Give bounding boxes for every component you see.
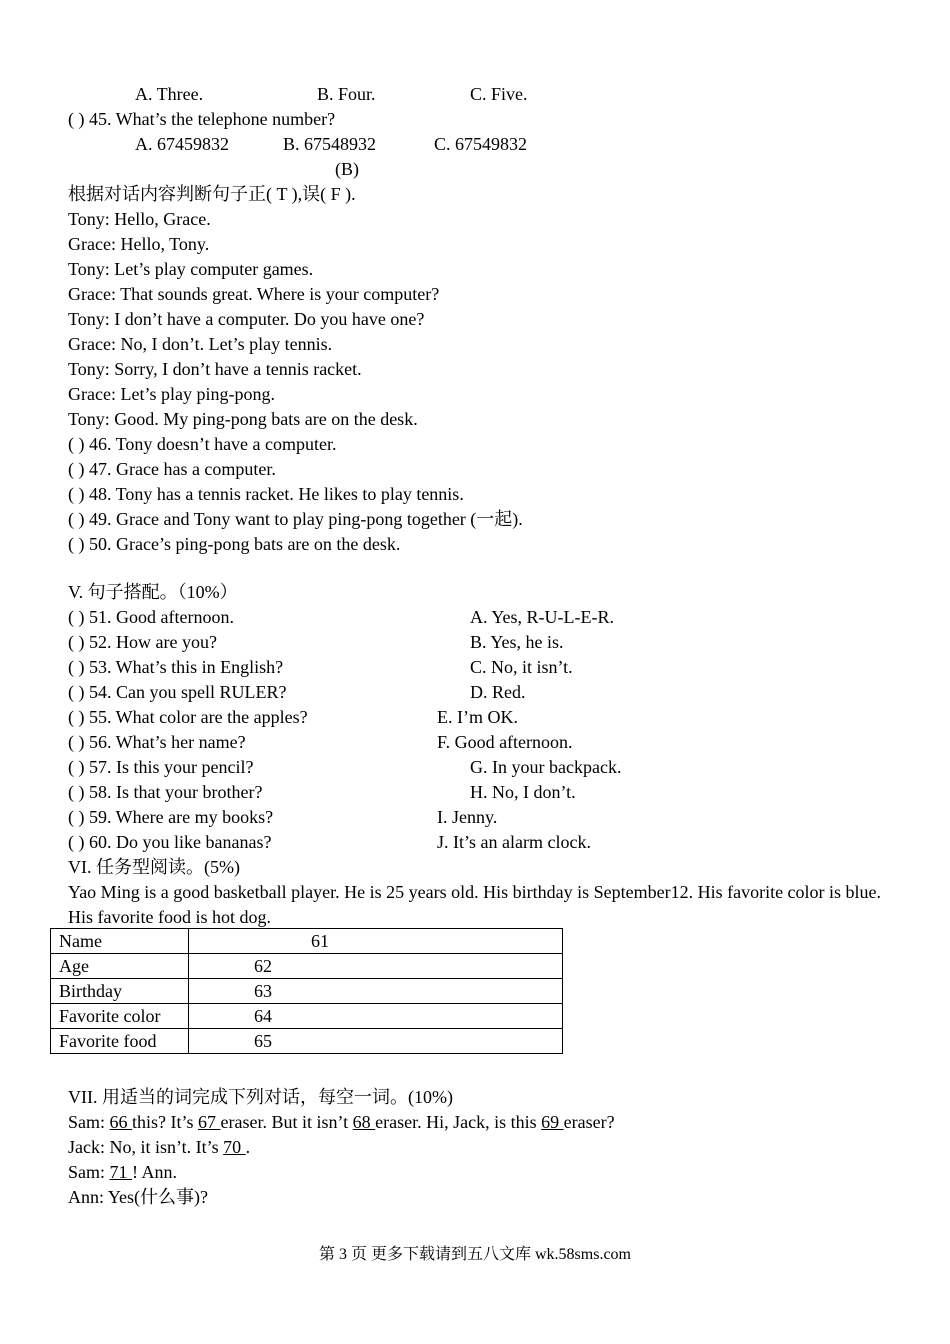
cloze-line-2 — [68, 1135, 250, 1160]
match-answer: H. No, I don’t. — [470, 782, 576, 802]
match-question: ( ) 53. What’s this in English? — [68, 657, 284, 677]
cloze-blank: 67 — [198, 1112, 221, 1132]
tf-statement: ( ) 47. Grace has a computer. — [68, 459, 276, 479]
section-vi-title: VI. 任务型阅读。(5%) — [68, 857, 240, 877]
table-blank: 63 — [189, 979, 563, 1004]
table-blank: 61 — [189, 929, 563, 954]
match-answer: D. Red. — [470, 682, 526, 702]
match-question: ( ) 55. What color are the apples? — [68, 707, 308, 727]
match-question: ( ) 59. Where are my books? — [68, 807, 274, 827]
match-answer: A. Yes, R-U-L-E-R. — [470, 607, 614, 627]
cloze-text: eraser. But it isn’t — [220, 1112, 353, 1132]
match-answer: F. Good afternoon. — [437, 732, 573, 752]
table-label: Birthday — [51, 979, 189, 1004]
info-table — [50, 928, 563, 1054]
dialogue-line: Grace: Hello, Tony. — [68, 234, 210, 254]
q44-option-b: B. Four. — [317, 84, 376, 104]
q45-option-a: A. 67459832 — [135, 134, 229, 154]
reading-passage: Yao Ming is a good basketball player. He is 25 years old. His birthday is September12. His favorite color is blue. His favorite food is hot dog. — [68, 882, 882, 927]
table-label: Favorite food — [51, 1029, 189, 1054]
match-answer: B. Yes, he is. — [470, 632, 564, 652]
match-question: ( ) 54. Can you spell RULER? — [68, 682, 287, 702]
cloze-blank: 71 — [109, 1162, 133, 1182]
dialogue-line: Tony: Good. My ping-pong bats are on the desk. — [68, 409, 418, 429]
cloze-text: Jack: No, it isn’t. It’s — [68, 1137, 224, 1157]
q44-option-a: A. Three. — [135, 84, 204, 104]
q44-option-c: C. Five. — [470, 84, 528, 104]
cloze-blank: 66 — [109, 1112, 133, 1132]
dialogue-line: Tony: Let’s play computer games. — [68, 259, 314, 279]
cloze-text: eraser. Hi, Jack, is this — [375, 1112, 542, 1132]
section-v-title: V. 句子搭配。（10%） — [68, 582, 238, 602]
match-question: ( ) 51. Good afternoon. — [68, 607, 234, 627]
q45-option-c: C. 67549832 — [434, 134, 528, 154]
cloze-text: eraser? — [563, 1112, 615, 1132]
dialogue-line: Grace: No, I don’t. Let’s play tennis. — [68, 334, 333, 354]
q45-question: ( ) 45. What’s the telephone number? — [68, 109, 336, 129]
cloze-blank: 69 — [541, 1112, 564, 1132]
tf-statement: ( ) 50. Grace’s ping-pong bats are on the desk. — [68, 534, 401, 554]
section-b-label: (B) — [335, 159, 359, 179]
tf-statement: ( ) 46. Tony doesn’t have a computer. — [68, 434, 337, 454]
match-answer: J. It’s an alarm clock. — [437, 832, 591, 852]
cloze-line-3 — [68, 1160, 177, 1185]
table-blank: 65 — [189, 1029, 563, 1054]
dialogue-line: Grace: That sounds great. Where is your computer? — [68, 284, 440, 304]
match-answer: C. No, it isn’t. — [470, 657, 573, 677]
match-answer: G. In your backpack. — [470, 757, 622, 777]
tf-statement: ( ) 49. Grace and Tony want to play ping-pong together (一起). — [68, 509, 523, 529]
tf-statement: ( ) 48. Tony has a tennis racket. He likes to play tennis. — [68, 484, 464, 504]
cloze-text: this? It’s — [132, 1112, 199, 1132]
match-question: ( ) 58. Is that your brother? — [68, 782, 263, 802]
cloze-text: ! Ann. — [132, 1162, 178, 1182]
table-row — [51, 979, 563, 1004]
table-label: Name — [51, 929, 189, 954]
table-row — [51, 1029, 563, 1054]
cloze-blank: 70 — [223, 1137, 246, 1157]
dialogue-line: Tony: Sorry, I don’t have a tennis racket. — [68, 359, 362, 379]
table-blank: 64 — [189, 1004, 563, 1029]
cloze-line-4: Ann: Yes(什么事)? — [68, 1187, 209, 1207]
match-answer: E. I’m OK. — [437, 707, 518, 727]
cloze-line-1 — [68, 1110, 615, 1135]
match-question: ( ) 60. Do you like bananas? — [68, 832, 272, 852]
q45-option-b: B. 67548932 — [283, 134, 377, 154]
cloze-text: . — [245, 1137, 251, 1157]
section-b-instruction: 根据对话内容判断句子正( T ),误( F ). — [68, 184, 356, 204]
match-question: ( ) 57. Is this your pencil? — [68, 757, 254, 777]
dialogue-line: Grace: Let’s play ping-pong. — [68, 384, 275, 404]
dialogue-line: Tony: I don’t have a computer. Do you have one? — [68, 309, 425, 329]
match-question: ( ) 52. How are you? — [68, 632, 217, 652]
table-label: Age — [51, 954, 189, 979]
table-row — [51, 954, 563, 979]
table-row — [51, 1004, 563, 1029]
cloze-text: Sam: — [68, 1162, 110, 1182]
match-answer: I. Jenny. — [437, 807, 498, 827]
section-vii-title: VII. 用适当的词完成下列对话，每空一词。(10%) — [68, 1087, 453, 1107]
match-question: ( ) 56. What’s her name? — [68, 732, 246, 752]
cloze-blank: 68 — [352, 1112, 376, 1132]
dialogue-line: Tony: Hello, Grace. — [68, 209, 211, 229]
cloze-text: Sam: — [68, 1112, 110, 1132]
page-footer: 第 3 页 更多下载请到五八文库 wk.58sms.com — [318, 1246, 631, 1263]
table-label: Favorite color — [51, 1004, 189, 1029]
table-row — [51, 929, 563, 954]
table-blank: 62 — [189, 954, 563, 979]
